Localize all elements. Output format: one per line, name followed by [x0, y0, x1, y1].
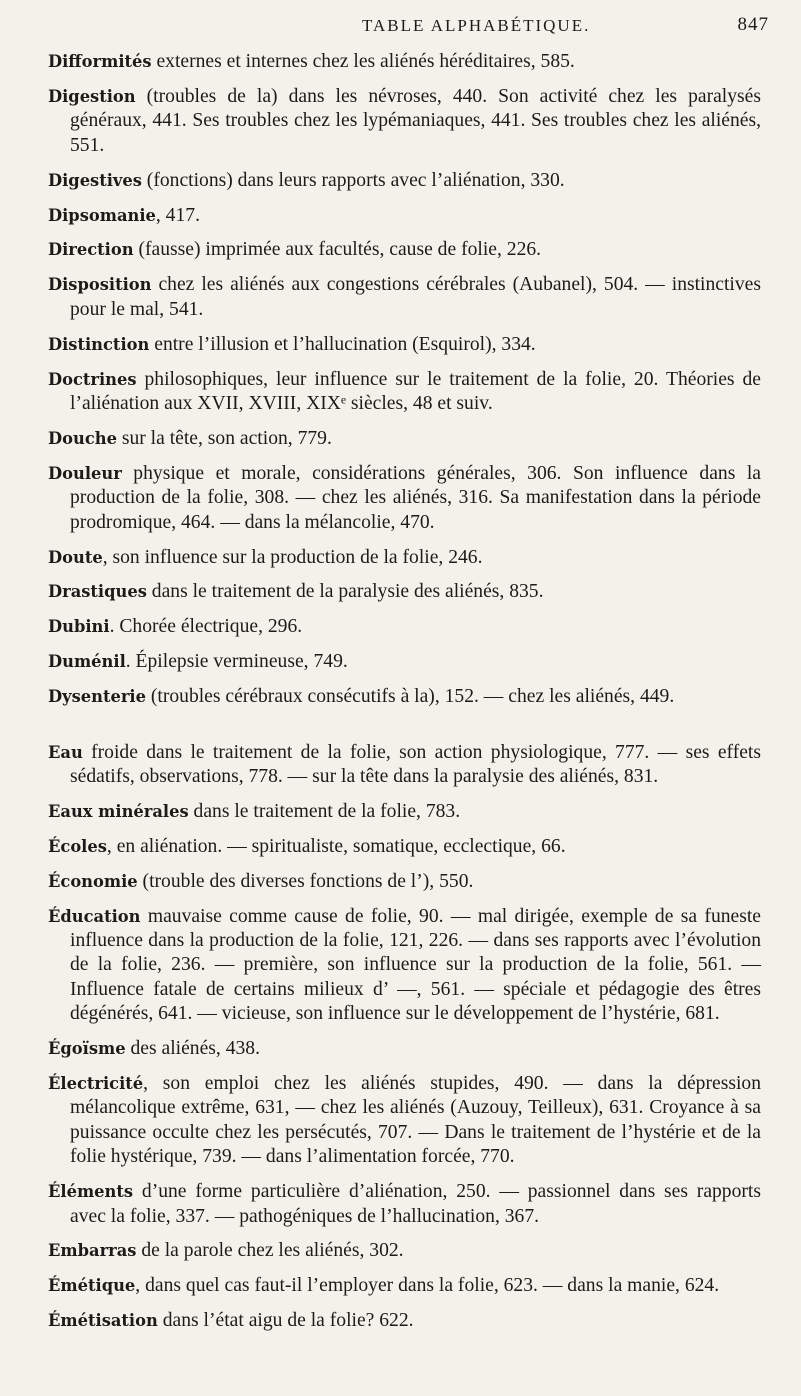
- index-text: froide dans le traitement de la folie, son action physiologique, 777. — ses effets sédatifs, observations, 778. — sur la tête dans la paralysie des aliénés, 831.: [70, 741, 761, 787]
- index-entry: [48, 85, 761, 158]
- index-entry: [48, 238, 761, 262]
- index-headword: Dysenterie: [48, 687, 146, 707]
- index-entry: [48, 1239, 761, 1263]
- index-text: dans le traitement de la folie, 783.: [188, 800, 461, 822]
- index-text: (fonctions) dans leurs rapports avec l’aliénation, 330.: [141, 169, 565, 191]
- index-headword: Dipsomanie: [48, 205, 156, 225]
- index-headword: Électricité: [48, 1074, 144, 1093]
- index-text: mauvaise comme cause de folie, 90. — mal dirigée, exemple de sa funeste influence dans la production de la folie, 121, 226. — dans ses rapports avec l’évolution de la folie, 236. — première, son influence sur la production de la folie, 561. — Influence fatale de certains milieux d’ —, 561. — spéciale et pédagogie des êtres dégénérés, 641. — vicieuse, son influence sur le développement de l’hystérie, 681.: [70, 905, 761, 1025]
- index-headword: Digestion: [48, 86, 136, 106]
- index-text: (troubles de la) dans les névroses, 440. Son activité chez les paralysés généraux, 441. Ses troubles chez les lypémaniaques, 441. Ses troubles chez les aliénés, 551.: [70, 85, 761, 156]
- index-text: (trouble des diverses fonctions de l’), 550.: [137, 870, 474, 892]
- index-entry: [48, 50, 761, 74]
- index-entry: [48, 273, 761, 322]
- index-text: , son influence sur la production de la folie, 246.: [102, 546, 483, 568]
- index-entry: [48, 462, 761, 535]
- index-headword: Disposition: [48, 275, 152, 295]
- page-number: 847: [737, 14, 769, 35]
- index-text: dans le traitement de la paralysie des aliénés, 835.: [146, 581, 544, 603]
- index-entry: [48, 835, 761, 859]
- index-entry: [48, 905, 761, 1027]
- index-headword: Éducation: [48, 906, 141, 926]
- index-headword: Direction: [48, 240, 134, 260]
- index-text: (fausse) imprimée aux facultés, cause de folie, 226.: [133, 239, 542, 261]
- index-entry: [48, 1072, 761, 1170]
- index-headword: Distinction: [48, 334, 150, 354]
- index-headword: Économie: [48, 871, 138, 891]
- index-text: des aliénés, 438.: [125, 1038, 260, 1060]
- index-text: externes et internes chez les aliénés héréditaires, 585.: [151, 51, 575, 72]
- index-text: entre l’illusion et l’hallucination (Esquirol), 334.: [149, 333, 536, 355]
- index-entry: [48, 1274, 761, 1298]
- index-text: , en aliénation. — spiritualiste, somatique, ecclectique, 66.: [106, 835, 566, 857]
- index-text: philosophiques, leur influence sur le traitement de la folie, 20. Théories de l’aliénation aux XVII, XVIII, XIXᵉ siècles, 48 et suiv.: [70, 368, 761, 414]
- index-headword: Embarras: [48, 1241, 137, 1261]
- alphabetical-index: [48, 50, 761, 1334]
- index-entry: [48, 204, 761, 228]
- index-headword: Éléments: [48, 1182, 134, 1202]
- index-headword: Écoles: [48, 836, 107, 856]
- index-headword: Émétisation: [48, 1311, 158, 1331]
- index-headword: Émétique: [48, 1276, 136, 1296]
- running-head: [0, 6, 801, 36]
- index-entry: [48, 741, 761, 790]
- index-text: (troubles cérébraux consécutifs à la), 152. — chez les aliénés, 449.: [145, 686, 675, 708]
- index-text: dans l’état aigu de la folie? 622.: [157, 1310, 414, 1332]
- index-entry: [48, 427, 761, 451]
- index-text: . Chorée électrique, 296.: [109, 616, 303, 638]
- index-headword: Duménil: [48, 652, 126, 672]
- index-text: physique et morale, considérations générales, 306. Son influence dans la production de la folie, 308. — chez les aliénés, 316. Sa manifestation dans la période prodromique, 464. — dans la mélancolie, 470.: [70, 462, 761, 533]
- index-entry: [48, 169, 761, 193]
- index-headword: Drastiques: [48, 582, 147, 602]
- index-entry: [48, 650, 761, 674]
- index-headword: Difformités: [48, 52, 152, 71]
- index-headword: Doute: [48, 547, 103, 567]
- index-entry: [48, 1309, 761, 1333]
- index-text: sur la tête, son action, 779.: [116, 427, 332, 449]
- index-entry: [48, 368, 761, 417]
- index-entry: [48, 546, 761, 570]
- index-entry: [48, 333, 761, 357]
- index-entry: [48, 580, 761, 604]
- index-entry: [48, 685, 761, 709]
- index-headword: Doctrines: [48, 369, 137, 389]
- index-entry: [48, 800, 761, 824]
- running-title: TABLE ALPHABÉTIQUE.: [362, 16, 591, 35]
- index-headword: Douleur: [48, 463, 122, 483]
- index-entry: [48, 1180, 761, 1229]
- index-text: , son emploi chez les aliénés stupides, 490. — dans la dépression mélancolique extrême, 631, — chez les aliénés (Auzouy, Teilleux), 631. Croyance à sa puissance occulte chez les persécutés, 707. — Dans le traitement de l’hystérie et de la folie hystérique, 739. — dans l’alimentation forcée, 770.: [70, 1073, 761, 1168]
- index-headword: Égoïsme: [48, 1039, 126, 1059]
- index-text: , 417.: [155, 204, 200, 226]
- index-entry: [48, 615, 761, 639]
- index-entry: [48, 870, 761, 894]
- index-text: , dans quel cas faut-il l’employer dans la folie, 623. — dans la manie, 624.: [135, 1275, 720, 1297]
- index-headword: Eau: [48, 742, 83, 762]
- index-headword: Digestives: [48, 170, 142, 190]
- index-headword: Douche: [48, 428, 117, 448]
- index-text: . Épilepsie vermineuse, 749.: [125, 651, 348, 673]
- index-text: d’une forme particulière d’aliénation, 250. — passionnel dans ses rapports avec la folie, 337. — pathogéniques de l’hallucination, 367.: [70, 1181, 761, 1227]
- index-headword: Eaux minérales: [48, 801, 189, 821]
- index-entry: [48, 1037, 761, 1061]
- index-headword: Dubini: [48, 617, 110, 637]
- index-text: de la parole chez les aliénés, 302.: [136, 1240, 404, 1262]
- index-text: chez les aliénés aux congestions cérébrales (Aubanel), 504. — instinctives pour le mal, 541.: [70, 274, 761, 320]
